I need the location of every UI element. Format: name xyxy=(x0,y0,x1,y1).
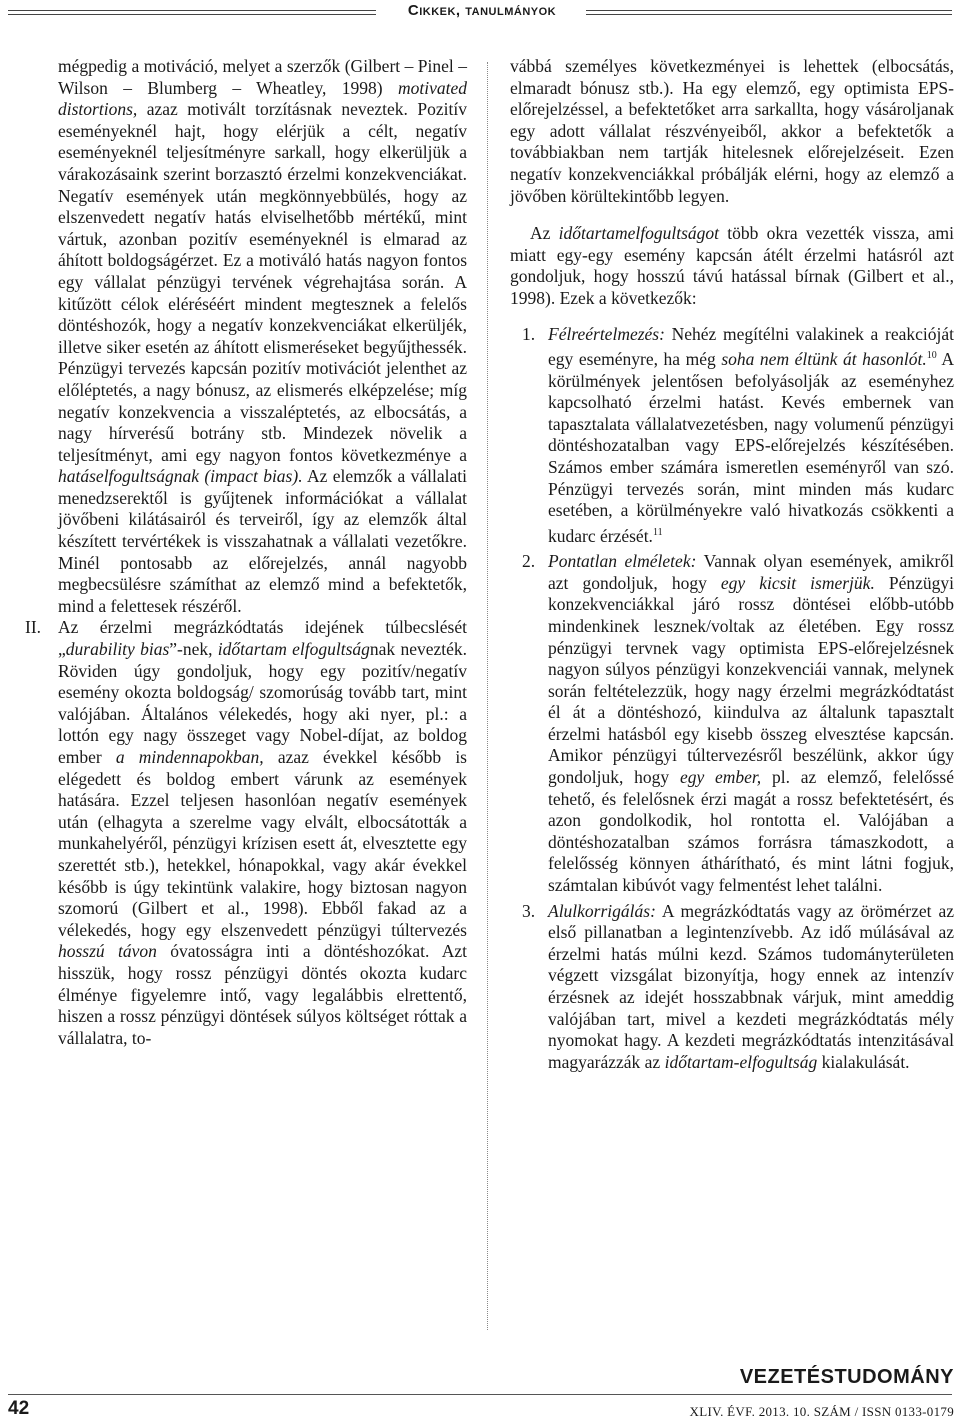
text-run: Nehéz megítélni valakinek a reakcióját egy eseményre, ha még xyxy=(548,323,954,369)
text-run: Az elemzők a vállalati menedzserektől is gyűjtenek információkat a vállalat jövőbeni kilátásairól és terveiről, így az elemzők által készített tervértékek is visszahatnak a vállalati vezetőkre. Minél pontosabb az előrejelzés, annál nagyobb megbecsülésre számíthat az elemző mind a befektetők, mind a felettesek részéről. xyxy=(58,466,467,616)
text-run: A megrázkódtatás vagy az örömérzet az első pillanatban a legintenzívebb. Az idő múlásával az érzelmi hatás múlni kezd. Számos tudományterületen végzett vizsgálat bizonyítja, hogy ennek az intenzív érzésnek az idejét hosszabbnak várjuk, mint ameddig valójában tart, mivel a kezdeti megrázkódtatás mély nyomokat hagy. A kezdeti megrázkódtatás intenzitásával magyarázzák az xyxy=(548,900,954,1072)
issue-info: XLIV. ÉVF. 2013. 10. SZÁM / ISSN 0133-0179 xyxy=(689,1404,954,1419)
text-run: ”-nek, xyxy=(169,639,218,660)
text-run: azaz évekkel később is elégedett és boldog embert várunk az események hatására. Ezzel teljesen hasonlóan negatív események után (elhagyta a szerelme vagy elvált, elbocsátották a munkahelyéről, pénzügyi krízisen esett át, elvesztette egy szerettét stb.), hetekkel, hónapokkal, vagy akár évekkel később is úgy tekintünk valakire, hogy biztosan nagyon szomorú (Gilbert et al., 1998). Ebből fakad az a vélekedés, hogy egy elszenvedett pénzügyi túltervezés xyxy=(58,747,467,940)
list-item-ii xyxy=(25,617,467,1049)
text-run: Pénzügyi konzekvenciákkal járó rossz döntései előbb-utóbb mindenkinek lesznek/voltak az életében. Egy rossz pénzügyi tervnek vagy optimista EPS-előrejelzésnek nagyon súlyos pénzügyi konzekvenciái vannak, melynek során feltételezzük, hogy nagy érzelmi megrázkódtatást él át a döntéshozó, kiindulva az általunk tapasztalt érzelmi hatásból egy kisebb összeg elvesztése kapcsán. Amikor pénzügyi túltervezésről beszélünk, akkor úgy gondoljuk, hogy xyxy=(548,572,954,788)
list-marker: II. xyxy=(25,617,42,638)
text-run: kialakulását. xyxy=(817,1051,910,1072)
text-run: Az érzelmi megrázkódtatás idejének túlbecslését „ xyxy=(58,617,467,660)
header-rule-right xyxy=(586,10,952,15)
list-item xyxy=(510,551,954,897)
left-paragraph xyxy=(58,56,467,617)
text-run: nak nevezték. Röviden úgy gondoljuk, hogy egy pozitív/negatív esemény okozta boldogság/ szomorúság tovább tart, mint valójában. Általános vélekedés, hogy aki nyer, pl.: a lottón egy nagy összeget vagy Nobel-díjat, az boldog ember xyxy=(58,639,467,767)
emphasis-text: hosszú távon xyxy=(58,941,157,962)
emphasis-text: motivated distortions, xyxy=(58,77,467,120)
text-run: Vannak olyan események, amikről azt gondoljuk, hogy xyxy=(548,551,954,593)
text-run: több okra vezették vissza, ami miatt egy-egy esemény kapcsán átélt érzelmi hatásról azt gondoljuk, hogy hosszú távú hatással bírnak (Gilbert et al., 1998). Ezek a következők: xyxy=(510,223,955,308)
column-divider xyxy=(487,62,488,1330)
list-number: 2. xyxy=(522,551,536,572)
running-header xyxy=(0,0,960,26)
emphasis-text: a mindennapokban, xyxy=(115,747,264,767)
text-run: A körülmények jelentősen befolyásolják az eseményhez kapcsolható érzelmi hatást. Kevés embernek van tapasztalata vállalatvezetésben, nagy volumenű pénzügyi döntéshozatalban vagy EPS-előrejelzés készítésében. Számos ember számára ismeretlen eseményről van szó. Pénzügyi tervezés során, mint minden más kudarc esetében, a körülményekre való hivatkozás csökkenti a kudarc érzését. xyxy=(548,348,954,546)
list-item-text xyxy=(548,551,954,897)
text-run: azaz motivált torzításnak neveztek. Pozitív eseményeknél hajt, hogy elérjük a célt, negatív eseményeknél teljesítményre sarkall, hogy elkerüljük a várakozásaink szerint borzasztó érzelmi konzekvenciákat. Negatív események után megkönnyebbülés, hogy az elszenvedett negatív hatás elviselhetőbb mértékű, mint vártuk, azonban pozitív eseményeknél is elmarad az áhított boldogságérzet. Ez a motiváló hatás nagyon fontos egy vállalat pénzügyi tervének végrehajtása során. A kitűzött célok eléréséért mindent megtesznek a felelős döntéshozók, hogy a negatív konzekvenciákat elkerüljék, illetve siker esetén az áhított elismeréseket begyűjthessék. Pénzügyi tervezés kapcsán pozitív motivációt jelenthet az előléptetés, a nagy bónusz, az elismerés elképzelése; míg negatív konzekvencia a visszaléptetés, az elbocsátás, a nagy hírverésű botrány stb. Mindezek növelik a teljesítményt, ami egy nagyon fontos következménye a xyxy=(58,99,467,465)
section-title: Cikkek, tanulmányok xyxy=(407,2,557,19)
text-run: mégpedig a motiváció, melyet a szerzők (Gilbert – Pinel – Wilson – Blumberg – Wheatley, 1998) xyxy=(58,56,467,98)
footnote-ref: 11 xyxy=(652,526,663,538)
right-column xyxy=(510,56,954,1073)
right-paragraph-2 xyxy=(510,223,954,309)
text-run: vábbá személyes következményei is lehettek (elbocsátás, elmaradt bónusz stb.). Ha egy elemző, egy optimista EPS-előrejelzéssel, a befektetőket arra sarkallta, hogy vásároljanak egy adott vállalat részvényeiből, akkor a befektetők a továbbiakban nem tartják hitelesnek előrejelzéseit. Ezen negatív konzekvenciákkal próbálják elérni, hogy az elemző a jövőben körültekintőbb legyen. xyxy=(510,56,954,206)
text-run: óvatosságra inti a döntéshozókat. Azt hisszük, hogy rossz pénzügyi döntés okozta kudarc élménye figyelemre intő, vagy legalábbis elrettentő, hiszen a rossz pénzügyi döntések súlyos költséget róttak a vállalatra, to- xyxy=(58,941,467,1048)
page-number: 42 xyxy=(8,1398,30,1419)
footnote-ref: 10 xyxy=(926,350,937,362)
right-paragraph-1 xyxy=(510,56,954,207)
list-number: 1. xyxy=(522,323,536,344)
list-item-text xyxy=(548,324,954,548)
list-item-text xyxy=(548,901,954,1074)
emphasis-text: Alulkorrigálás: xyxy=(548,900,656,921)
emphasis-text: durability bias xyxy=(65,639,170,660)
left-column xyxy=(25,56,467,1049)
list-number: 3. xyxy=(522,900,536,921)
emphasis-text: Pontatlan elméletek: xyxy=(548,551,697,572)
list-item-text xyxy=(58,617,467,1049)
text-run: Az xyxy=(530,223,559,244)
emphasis-text: egy ember, xyxy=(679,767,762,788)
list-item xyxy=(510,324,954,548)
emphasis-text: időtartam-elfogultság xyxy=(664,1051,818,1072)
emphasis-text: soha nem éltünk át hasonlót. xyxy=(721,348,927,369)
footer-rule xyxy=(8,1394,952,1395)
list-item xyxy=(510,901,954,1074)
emphasis-text: időtartam elfogultság xyxy=(217,639,370,660)
emphasis-text: egy kicsit ismerjük. xyxy=(720,572,875,593)
numbered-list xyxy=(510,324,954,1074)
emphasis-text: időtartamelfogultságot xyxy=(558,223,720,244)
header-rule-left xyxy=(8,10,376,15)
journal-name: VEZETÉSTUDOMÁNY xyxy=(739,1366,954,1388)
text-run: pl. az elemző, felelőssé tehető, és felelősnek érzi magát a rossz befektetésért, és azon gondolkodik, hol rontotta el. Valójában a döntéshozatalban számos forrásra támaszkodott, a felelősség könnyen áthárítható, és mint látni fogjuk, számtalan kibúvót vagy felmentést lehet találni. xyxy=(548,767,954,896)
emphasis-text: hatáselfogultságnak (impact bias). xyxy=(58,466,303,487)
emphasis-text: Félreértelmezés: xyxy=(548,323,665,344)
